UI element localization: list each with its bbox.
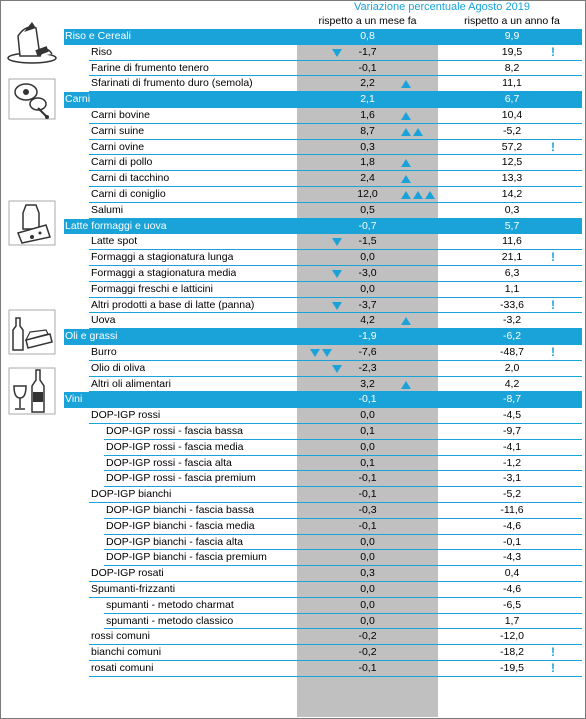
value-month: 0,8 (360, 30, 375, 42)
value-year: -6,2 (502, 330, 522, 343)
value-month: 0,0 (360, 409, 375, 422)
row-label: Riso e Cereali (65, 30, 131, 42)
value-month: 2,1 (360, 93, 375, 106)
grain-sack-icon (6, 18, 58, 64)
up-arrow-icon (401, 381, 411, 389)
row-label: Formaggi a stagionatura lunga (91, 251, 234, 264)
value-month: 0,0 (360, 551, 375, 564)
value-year: 13,3 (501, 172, 523, 185)
table-row (64, 76, 582, 92)
value-year: 6,7 (504, 93, 520, 106)
up-arrow-icon (401, 317, 411, 325)
value-month: -0,1 (358, 61, 377, 74)
value-month: -0,1 (358, 393, 377, 406)
table-row (64, 45, 582, 61)
table-row (64, 61, 582, 77)
value-year: 1,1 (504, 282, 520, 295)
value-year: -1,2 (502, 456, 522, 469)
row-label: Formaggi a stagionatura media (91, 267, 237, 279)
value-month: -0,1 (358, 488, 377, 501)
row-label: Altri prodotti a base di latte (panna) (91, 298, 255, 311)
value-year: -48,7 (500, 346, 524, 358)
table-row (64, 456, 582, 472)
row-label: Formaggi freschi e latticini (91, 282, 213, 295)
table-row (64, 266, 582, 282)
row-label: Vini (65, 393, 83, 406)
value-year: -4,6 (502, 519, 522, 532)
row-label: Altri oli alimentari (91, 377, 171, 390)
value-month: -0,1 (358, 472, 377, 485)
table-row (64, 661, 582, 677)
row-label: Carni di tacchino (91, 172, 170, 185)
table-row (64, 503, 582, 519)
value-year: -0,1 (502, 535, 522, 548)
table-row (64, 645, 582, 661)
table-row (64, 234, 582, 250)
table-row (64, 614, 582, 630)
row-label: Oli e grassi (65, 330, 118, 343)
value-month: -3,7 (358, 298, 377, 311)
alert-exclamation-icon: ! (551, 661, 555, 675)
value-month: -7,6 (358, 346, 377, 358)
value-year: -9,7 (502, 425, 522, 437)
down-arrow-icon (332, 302, 342, 310)
row-label: Salumi (91, 203, 124, 216)
value-year: -4,3 (502, 551, 522, 564)
alert-exclamation-icon: ! (551, 250, 555, 265)
row-label: Uova (91, 314, 116, 327)
value-month: 2,2 (360, 77, 375, 90)
row-label: spumanti - metodo charmat (106, 598, 234, 611)
row-label: Latte spot (91, 235, 138, 248)
value-month: -0,1 (358, 662, 377, 674)
value-year: -8,7 (502, 393, 522, 406)
value-month: 0,3 (360, 140, 375, 153)
value-year: 4,2 (504, 377, 520, 390)
row-label: DOP-IGP bianchi - fascia premium (106, 551, 267, 564)
value-month: 4,2 (360, 314, 375, 327)
table-row (64, 535, 582, 551)
row-label: Carni suine (91, 124, 145, 137)
down-arrow-icon (332, 49, 342, 57)
value-year: -12,0 (500, 630, 524, 643)
up-arrow-icon (413, 128, 423, 136)
value-year: 9,9 (504, 30, 520, 42)
down-arrow-icon (332, 365, 342, 373)
row-label: Carni di pollo (91, 156, 153, 169)
row-label: Riso (91, 45, 113, 58)
down-arrow-icon (332, 270, 342, 278)
table-row (64, 140, 582, 156)
row-label: Spumanti-frizzanti (91, 583, 176, 595)
value-month: 8,7 (360, 124, 375, 137)
row-label: DOP-IGP rossi - fascia alta (106, 456, 232, 469)
value-month: 1,6 (360, 109, 375, 121)
value-year: 10,4 (501, 109, 523, 121)
down-arrow-icon (310, 349, 320, 357)
table-row (64, 124, 582, 140)
row-label: Carni ovine (91, 140, 145, 153)
down-arrow-icon (322, 349, 332, 357)
value-month: 12,0 (357, 188, 378, 200)
row-label: DOP-IGP rossi - fascia premium (106, 472, 256, 485)
up-arrow-icon (413, 191, 423, 199)
value-year: 0,4 (504, 567, 520, 580)
wine-bottle-glass-icon (6, 366, 58, 416)
up-arrow-icon (401, 112, 411, 120)
column-header-month: rispetto a un mese fa (318, 15, 417, 27)
value-year: 0,3 (504, 203, 520, 216)
oil-butter-icon (6, 308, 58, 356)
value-month: -0,2 (358, 646, 377, 659)
table-row (64, 187, 582, 203)
table-row (64, 566, 582, 582)
row-label: DOP-IGP rosati (91, 567, 164, 580)
value-month: 0,0 (360, 583, 375, 595)
value-year: 8,2 (504, 61, 520, 74)
value-month: 0,1 (360, 425, 375, 437)
meat-chicken-icon (6, 76, 58, 122)
table-row (64, 108, 582, 124)
row-label: Farine di frumento tenero (91, 61, 209, 74)
table-row (64, 424, 582, 440)
value-month: -3,0 (358, 267, 377, 279)
value-year: -5,2 (502, 124, 522, 137)
row-label: Olio di oliva (91, 361, 146, 374)
table-row (64, 171, 582, 187)
row-label: Latte formaggi e uova (65, 219, 167, 232)
value-year: 2,0 (504, 361, 520, 374)
value-year: -4,6 (502, 583, 522, 595)
value-month: 2,4 (360, 172, 375, 185)
value-month: -0,2 (358, 630, 377, 643)
row-label: DOP-IGP rossi - fascia media (106, 440, 244, 453)
value-month: -1,5 (358, 235, 377, 248)
table-title: Variazione percentuale Agosto 2019 (354, 1, 530, 13)
value-year: 21,1 (501, 251, 523, 264)
category-row (64, 29, 582, 45)
value-month: -0,1 (358, 519, 377, 532)
up-arrow-icon (401, 80, 411, 88)
row-label: Sfarinati di frumento duro (semola) (91, 77, 253, 90)
column-header-year: rispetto a un anno fa (464, 15, 560, 27)
row-label: spumanti - metodo classico (106, 614, 234, 627)
value-year: 6,3 (504, 267, 520, 279)
value-year: 11,6 (502, 235, 522, 248)
value-year: 14,2 (501, 188, 523, 200)
value-year: -3,2 (502, 314, 522, 327)
table-row (64, 250, 582, 266)
value-year: -3,1 (502, 472, 522, 485)
row-label: rossi comuni (91, 630, 150, 643)
row-label: DOP-IGP rossi - fascia bassa (106, 425, 243, 437)
table-row (64, 155, 582, 171)
value-year: 12,5 (501, 156, 523, 169)
alert-exclamation-icon: ! (551, 345, 555, 359)
value-month: 0,0 (360, 535, 375, 548)
up-arrow-icon (425, 191, 435, 199)
table-row (64, 629, 582, 645)
alert-exclamation-icon: ! (551, 297, 555, 312)
up-arrow-icon (401, 175, 411, 183)
row-label: Burro (91, 346, 117, 358)
value-month: -1,9 (358, 330, 377, 343)
value-year: -19,5 (500, 662, 524, 674)
value-month: -2,3 (358, 361, 377, 374)
down-arrow-icon (332, 238, 342, 246)
milk-cheese-icon (6, 199, 58, 247)
table-row (64, 377, 582, 393)
value-month: -0,3 (358, 504, 377, 516)
row-label: DOP-IGP rossi (91, 409, 161, 422)
value-year: 5,7 (504, 219, 520, 232)
value-month: 1,8 (360, 156, 375, 169)
value-month: -0,7 (358, 219, 377, 232)
value-month: 0,0 (360, 282, 375, 295)
table-row (64, 550, 582, 566)
row-label: Carni di coniglio (91, 188, 166, 200)
table-row (64, 598, 582, 614)
category-row (64, 219, 582, 235)
category-row (64, 329, 582, 345)
value-month: 0,0 (360, 614, 375, 627)
alert-exclamation-icon: ! (551, 645, 555, 660)
table-row (64, 313, 582, 329)
table-row (64, 487, 582, 503)
value-month: 3,2 (360, 377, 375, 390)
row-label: rosati comuni (91, 662, 154, 674)
table-row (64, 298, 582, 314)
value-year: -5,2 (502, 488, 522, 501)
up-arrow-icon (401, 191, 411, 199)
up-arrow-icon (401, 128, 411, 136)
table-row (64, 471, 582, 487)
row-label: DOP-IGP bianchi - fascia media (106, 519, 255, 532)
table-row (64, 361, 582, 377)
value-year: -4,5 (502, 409, 522, 422)
row-label: DOP-IGP bianchi - fascia bassa (106, 504, 255, 516)
value-year: 57,2 (501, 140, 523, 153)
table-row (64, 582, 582, 598)
table-row (64, 345, 582, 361)
category-row (64, 92, 582, 108)
value-year: 11,1 (502, 77, 522, 90)
value-year: -18,2 (500, 646, 524, 659)
alert-exclamation-icon: ! (551, 139, 555, 154)
row-label: bianchi comuni (91, 646, 162, 659)
table-row (64, 282, 582, 298)
alert-exclamation-icon: ! (551, 44, 555, 59)
row-label: DOP-IGP bianchi (91, 488, 172, 501)
value-month: -1,7 (358, 45, 377, 58)
value-year: 1,7 (504, 614, 520, 627)
value-month: 0,3 (360, 567, 375, 580)
value-year: 19,5 (501, 45, 523, 58)
row-label: Carni (65, 93, 91, 106)
value-year: -6,5 (502, 598, 522, 611)
table-row (64, 203, 582, 219)
table-row (64, 408, 582, 424)
value-month: 0,1 (360, 456, 375, 469)
value-year: -4,1 (502, 440, 522, 453)
value-month: 0,0 (360, 440, 375, 453)
row-label: DOP-IGP bianchi - fascia alta (106, 535, 243, 548)
category-row (64, 392, 582, 408)
row-label: Carni bovine (91, 109, 150, 121)
table-row (64, 519, 582, 535)
value-year: -11,6 (500, 504, 524, 516)
value-year: -33,6 (500, 298, 524, 311)
up-arrow-icon (401, 159, 411, 167)
value-month: 0,5 (360, 203, 375, 216)
table-row (64, 440, 582, 456)
value-month: 0,0 (360, 598, 375, 611)
value-month: 0,0 (360, 251, 375, 264)
